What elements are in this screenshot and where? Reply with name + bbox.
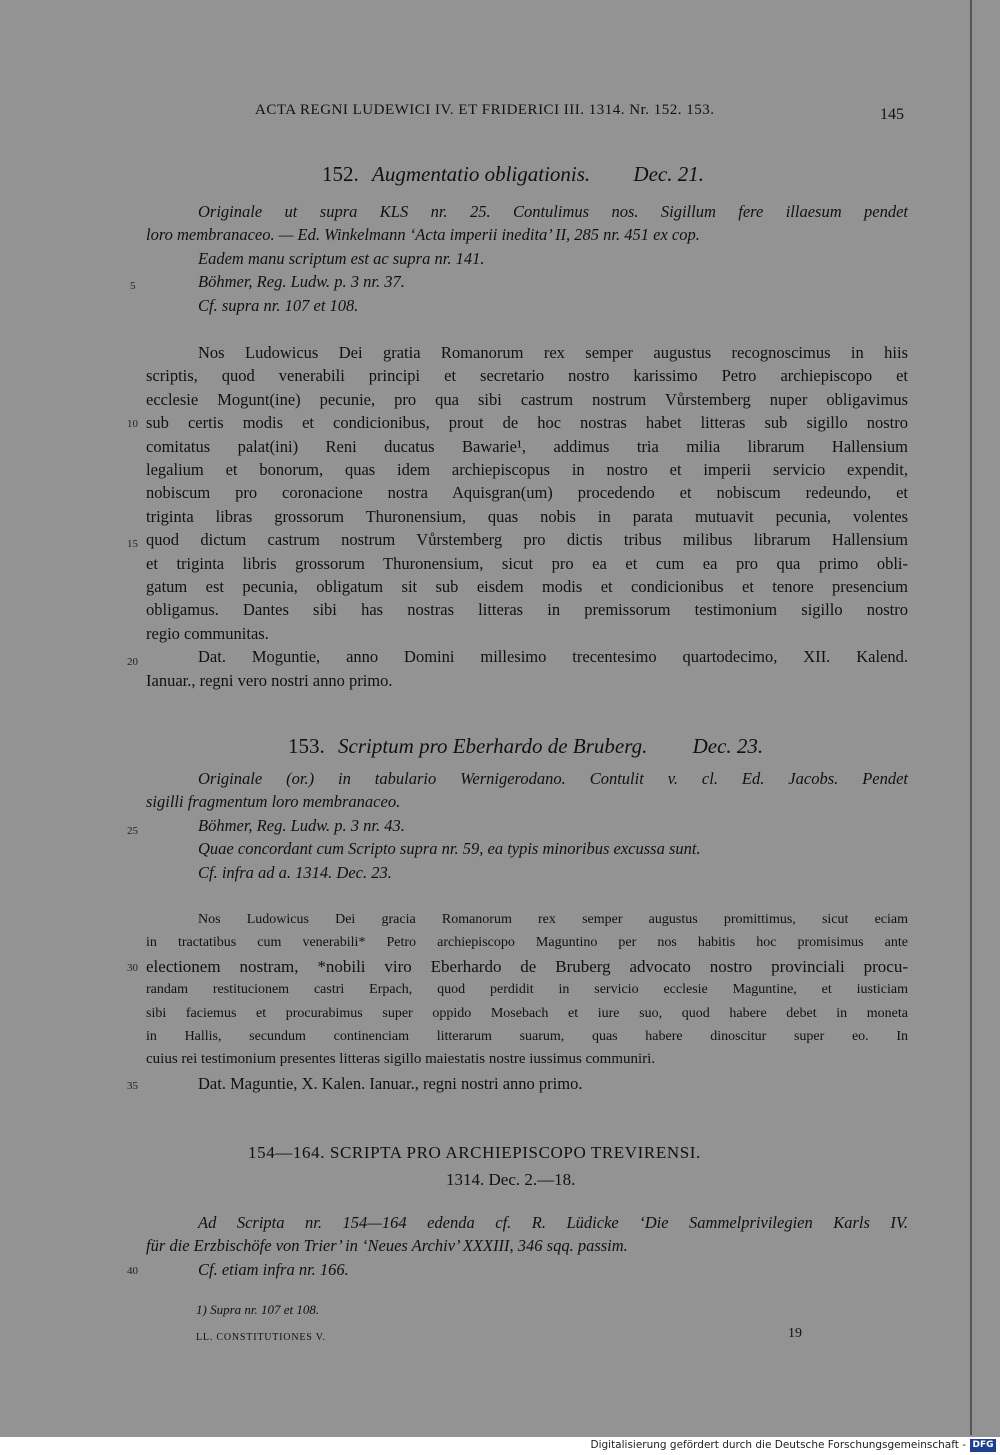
doc152-number: 152. <box>322 162 359 186</box>
note-line: für die Erzbischöfe von Trier’ in ‘Neues Archiv’ XXXIII, 346 sqq. passim. <box>146 1236 628 1256</box>
line-number: 35 <box>127 1080 138 1092</box>
doc152-date: Dec. 21. <box>633 162 704 186</box>
text-line: Ianuar., regni vero nostri anno primo. <box>146 670 393 690</box>
doc153-title: Scriptum pro Eberhardo de Bruberg. <box>338 734 648 758</box>
line-number: 15 <box>127 538 138 550</box>
text-line: legalium et bonorum, quas idem archiepiscopus in nostro et imperii servicio expendit, <box>146 460 908 480</box>
doc153-number: 153. <box>288 734 325 758</box>
line-number: 25 <box>127 825 138 837</box>
note-line: Cf. infra ad a. 1314. Dec. 23. <box>198 862 392 882</box>
line-number: 30 <box>127 962 138 974</box>
note-line: Cf. supra nr. 107 et 108. <box>198 295 359 315</box>
doc152-title: Augmentatio obligationis. <box>372 162 591 186</box>
text-line: Dat. Maguntie, X. Kalen. Ianuar., regni nostri anno primo. <box>198 1073 583 1093</box>
text-line: obligamus. Dantes sibi has nostras litteras in premissorum testimonium sigillo nostro <box>146 600 908 620</box>
text-line: quod dictum castrum nostrum Vůrstemberg pro dictis tribus milibus librarum Hallensium <box>146 530 908 550</box>
dfg-logo-icon: DFG <box>970 1439 996 1452</box>
text-line: regio communitas. <box>146 623 269 643</box>
text-line: scriptis, quod venerabili principi et secretario nostro karissimo Petro archiepiscopo et <box>146 366 908 386</box>
text-line: gatum est pecunia, obligatum sit sub eisdem modis et condicionibus et tenore presencium <box>146 577 908 597</box>
note-line: loro membranaceo. — Ed. Winkelmann ‘Acta imperii inedita’ II, 285 nr. 451 ex cop. <box>146 225 700 245</box>
text-line: Dat. Moguntie, anno Domini millesimo trecentesimo quartodecimo, XII. Kalend. <box>198 647 908 667</box>
note-line: Originale (or.) in tabulario Wernigerodano. Contulit v. cl. Ed. Jacobs. Pendet <box>198 769 908 788</box>
note-line: Quae concordant cum Scripto supra nr. 59, ea typis minoribus excussa sunt. <box>198 839 701 859</box>
doc153-heading <box>288 734 763 759</box>
doc152-notes <box>146 200 908 317</box>
text-line: sub certis modis et condicionibus, prout de hoc nostras habet litteras sub sigillo nostro <box>146 413 908 433</box>
text-line: in tractatibus cum venerabili* Petro archiepiscopo Maguntino per nos habitis hoc promisimus ante <box>146 935 908 951</box>
section-notes <box>146 1211 908 1281</box>
line-number: 10 <box>127 418 138 430</box>
signature-number: 19 <box>788 1326 802 1341</box>
note-line: Cf. etiam infra nr. 166. <box>198 1259 349 1279</box>
note-line: Ad Scripta nr. 154—164 edenda cf. R. Lüdicke ‘Die Sammelprivilegien Karls IV. <box>198 1213 908 1232</box>
signature-mark: LL. CONSTITUTIONES V. <box>196 1332 326 1343</box>
doc153-date: Dec. 23. <box>692 734 764 758</box>
text-line: cuius rei testimonium presentes litteras sigillo maiestatis nostre iussimus communiri. <box>146 1051 656 1068</box>
note-line: Böhmer, Reg. Ludw. p. 3 nr. 43. <box>198 815 405 835</box>
doc152-heading <box>322 162 704 187</box>
note-line: Böhmer, Reg. Ludw. p. 3 nr. 37. <box>198 272 405 292</box>
footnote: 1) Supra nr. 107 et 108. <box>196 1302 320 1317</box>
note-line: Eadem manu scriptum est ac supra nr. 141. <box>198 248 485 268</box>
text-line: randam restitucionem castri Erpach, quod perdidit in servicio ecclesie Maguntine, et iusticiam <box>146 982 908 998</box>
note-line: sigilli fragmentum loro membranaceo. <box>146 792 401 812</box>
text-line: et triginta libris grossorum Thuronensium, sicut pro ea et cum ea pro qua primo obli- <box>146 553 908 573</box>
doc153-notes <box>146 767 908 884</box>
text-line: ecclesie Mogunt(ine) pecunie, pro qua sibi castrum nostrum Vůrstemberg nuper obligavimus <box>146 389 908 409</box>
text-line: Nos Ludowicus Dei gracia Romanorum rex semper augustus promittimus, sicut eciam <box>198 912 908 927</box>
section-subheading: 1314. Dec. 2.—18. <box>446 1170 576 1189</box>
running-head: ACTA REGNI LUDEWICI IV. ET FRIDERICI III. 1314. Nr. 152. 153. <box>255 102 715 118</box>
text-line: comitatus palat(ini) Reni ducatus Bawarie¹, addimus tria milia librarum Hallensium <box>146 436 908 456</box>
page-edge-divider <box>970 0 972 1435</box>
line-number: 40 <box>127 1265 138 1277</box>
text-line: Nos Ludowicus Dei gratia Romanorum rex semper augustus recognoscimus in hiis <box>198 343 908 362</box>
text-line: in Hallis, secundum continenciam litterarum suarum, quas habere dinoscitur super eo. In <box>146 1029 908 1045</box>
section-heading: 154—164. SCRIPTA PRO ARCHIEPISCOPO TREVIRENSI. <box>248 1143 701 1162</box>
doc152-text <box>146 341 908 692</box>
text-line: nobiscum pro coronacione nostra Aquisgran(um) procedendo et nobiscum redeundo, et <box>146 483 908 503</box>
page-number: 145 <box>880 106 904 123</box>
doc153-text <box>146 908 908 1095</box>
text-line: sibi faciemus et procurabimus super oppido Mosebach et iure suo, quod habere debet in moneta <box>146 1005 908 1021</box>
line-number: 20 <box>127 656 138 668</box>
text-line: triginta libras grossorum Thuronensium, quas nobis in parata mutuavit pecunia, volentes <box>146 506 908 526</box>
note-line: Originale ut supra KLS nr. 25. Contulimus nos. Sigillum fere illaesum pendet <box>198 202 908 221</box>
line-number: 5 <box>130 280 136 292</box>
text-line: electionem nostram, *nobili viro Eberhardo de Bruberg advocato nostro provinciali procu- <box>146 956 908 976</box>
digitization-credit: Digitalisierung gefördert durch die Deutsche Forschungsgemeinschaft - <box>590 1439 966 1451</box>
